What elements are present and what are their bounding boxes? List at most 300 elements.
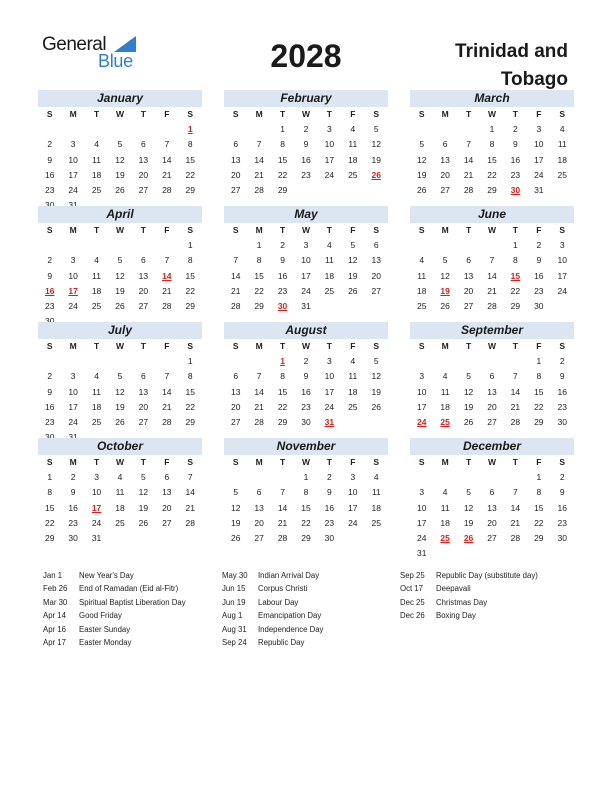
day-cell: 27: [138, 417, 149, 428]
week-row: [38, 400, 202, 415]
day-cell: 25: [324, 285, 335, 296]
day-cell: 1: [256, 240, 262, 250]
holiday-day-cell: 1: [187, 124, 193, 134]
empty-day-cell: [132, 122, 155, 137]
day-cell: 1: [187, 356, 193, 366]
week-row: [410, 354, 574, 369]
empty-day-cell: [410, 238, 433, 253]
day-cell: 3: [350, 472, 356, 482]
holiday-day-cell: 30: [510, 185, 521, 196]
weekday-label: T: [512, 457, 518, 467]
holiday-date: Aug 31: [222, 624, 247, 634]
day-cell: 27: [487, 417, 497, 428]
day-cell: 19: [416, 169, 427, 180]
weekday-label: W: [487, 225, 496, 235]
day-cell: 15: [487, 154, 497, 165]
day-cell: 24: [324, 169, 335, 180]
day-cell: 3: [559, 240, 565, 250]
day-cell: 17: [557, 270, 567, 281]
day-cell: 17: [324, 386, 335, 397]
day-cell: 29: [277, 417, 288, 428]
day-cell: 2: [327, 472, 332, 482]
day-cell: 10: [91, 487, 102, 498]
day-cell: 13: [487, 386, 497, 397]
week-row: [410, 253, 574, 268]
day-cell: 20: [440, 169, 450, 180]
week-row: [224, 122, 388, 137]
weekday-label: S: [232, 457, 239, 467]
week-row: [224, 485, 388, 500]
day-cell: 24: [301, 285, 311, 296]
weekday-label: S: [559, 457, 566, 467]
week-row: [410, 137, 574, 152]
weekday-label: T: [140, 225, 146, 235]
weekday-label: S: [559, 341, 566, 351]
weekday-label: W: [115, 457, 124, 467]
day-cell: 21: [463, 169, 474, 180]
day-cell: 28: [185, 517, 195, 528]
day-cell: 12: [463, 502, 474, 513]
day-cell: 20: [254, 517, 264, 528]
day-cell: 29: [534, 533, 544, 544]
day-cell: 7: [187, 472, 193, 482]
weekday-header-row: [38, 223, 202, 238]
month-header: May: [224, 206, 388, 223]
holiday-date: Jun 19: [222, 597, 246, 607]
day-cell: 3: [536, 124, 542, 134]
day-cell: 29: [277, 185, 288, 196]
day-cell: 14: [162, 154, 172, 165]
day-cell: 15: [534, 386, 544, 397]
empty-day-cell: [155, 238, 178, 253]
week-row: [410, 516, 574, 531]
day-cell: 28: [510, 417, 521, 428]
holiday-day-cell: 16: [44, 285, 55, 296]
holiday-day-cell: 26: [463, 533, 474, 544]
month-august: [224, 322, 388, 430]
holiday-day-cell: 19: [440, 285, 450, 296]
day-cell: 3: [94, 472, 99, 482]
page-title-year: 2028: [270, 38, 342, 74]
day-cell: 19: [230, 517, 241, 528]
day-cell: 23: [301, 169, 311, 180]
weekday-label: S: [46, 109, 53, 119]
empty-day-cell: [247, 122, 270, 137]
day-cell: 20: [463, 285, 474, 296]
weekday-label: S: [46, 225, 53, 235]
weekday-label: M: [441, 341, 449, 351]
day-cell: 30: [534, 301, 544, 312]
holiday-column: [43, 569, 186, 649]
day-cell: 13: [138, 386, 149, 397]
day-cell: 14: [510, 502, 521, 513]
week-row: [38, 137, 202, 152]
day-cell: 12: [371, 371, 381, 382]
day-cell: 28: [487, 301, 497, 312]
day-cell: 17: [534, 154, 544, 165]
empty-day-cell: [480, 546, 503, 561]
day-cell: 1: [513, 240, 518, 250]
weekday-label: T: [93, 109, 100, 119]
empty-day-cell: [61, 122, 84, 137]
weekday-header-row: [224, 223, 388, 238]
holiday-day-cell: 15: [510, 270, 521, 281]
empty-day-cell: [365, 415, 388, 430]
day-cell: 15: [44, 502, 55, 513]
week-row: [38, 153, 202, 168]
day-cell: 8: [187, 371, 193, 382]
day-cell: 18: [348, 386, 358, 397]
holiday-date: Dec 26: [400, 611, 425, 621]
day-cell: 10: [301, 255, 311, 266]
day-cell: 11: [115, 487, 125, 498]
day-cell: 11: [324, 255, 334, 266]
day-cell: 17: [416, 517, 427, 528]
day-cell: 7: [513, 487, 518, 498]
day-cell: 14: [463, 154, 474, 165]
empty-day-cell: [318, 299, 341, 314]
week-row: [410, 369, 574, 384]
day-cell: 30: [324, 533, 335, 544]
day-cell: 8: [536, 371, 542, 382]
empty-day-cell: [480, 354, 503, 369]
holiday-date: Aug 1: [222, 611, 243, 621]
weekday-label: M: [255, 109, 263, 119]
weekday-label: S: [232, 341, 239, 351]
weekday-label: T: [93, 225, 100, 235]
day-cell: 22: [277, 401, 288, 412]
day-cell: 20: [230, 401, 241, 412]
weekday-label: M: [69, 225, 77, 235]
day-cell: 10: [68, 154, 78, 165]
day-cell: 1: [489, 124, 495, 134]
day-cell: 9: [303, 139, 309, 150]
day-cell: 4: [559, 124, 565, 134]
day-cell: 31: [534, 185, 544, 196]
day-cell: 2: [280, 240, 285, 250]
day-cell: 18: [115, 502, 125, 513]
empty-day-cell: [433, 354, 456, 369]
weekday-label: T: [279, 341, 286, 351]
week-row: [38, 501, 202, 516]
day-cell: 26: [230, 533, 241, 544]
day-cell: 1: [536, 356, 542, 366]
month-september: [410, 322, 574, 430]
day-cell: 21: [487, 285, 497, 296]
day-cell: 22: [534, 517, 544, 528]
day-cell: 8: [187, 139, 193, 150]
weekday-label: W: [115, 109, 124, 119]
day-cell: 12: [115, 270, 125, 281]
day-cell: 7: [256, 139, 262, 150]
month-header: April: [38, 206, 202, 223]
weekday-label: F: [536, 341, 542, 351]
day-cell: 29: [254, 301, 264, 312]
weekday-label: T: [326, 225, 332, 235]
week-row: [38, 354, 202, 369]
day-cell: 12: [115, 386, 125, 397]
month-header: February: [224, 90, 388, 107]
day-cell: 16: [68, 502, 78, 513]
day-cell: 22: [487, 169, 497, 180]
week-row: [410, 122, 574, 137]
day-cell: 3: [327, 124, 332, 134]
day-cell: 22: [277, 169, 288, 180]
holiday-day-cell: 31: [324, 417, 335, 428]
day-cell: 16: [324, 502, 335, 513]
weekday-label: F: [536, 109, 542, 119]
day-cell: 15: [185, 154, 195, 165]
day-cell: 30: [68, 533, 78, 544]
day-cell: 9: [47, 386, 53, 397]
day-cell: 12: [463, 386, 474, 397]
empty-day-cell: [341, 183, 364, 198]
day-cell: 4: [94, 255, 99, 266]
holiday-day-cell: 1: [280, 356, 285, 366]
weekday-header-row: [38, 339, 202, 354]
day-cell: 19: [463, 517, 474, 528]
weekday-label: F: [536, 457, 542, 467]
week-row: [38, 238, 202, 253]
day-cell: 26: [138, 517, 149, 528]
day-cell: 23: [510, 169, 521, 180]
day-cell: 10: [324, 371, 335, 382]
day-cell: 18: [440, 517, 450, 528]
week-row: [410, 299, 574, 314]
weekday-label: M: [255, 457, 263, 467]
weekday-label: F: [350, 225, 356, 235]
day-cell: 14: [230, 270, 241, 281]
day-cell: 16: [557, 386, 567, 397]
day-cell: 6: [373, 240, 379, 250]
holiday-date: Jan 1: [43, 571, 63, 580]
day-cell: 2: [559, 356, 565, 366]
weekday-label: S: [373, 457, 380, 467]
month-june: [410, 206, 574, 314]
empty-day-cell: [457, 546, 480, 561]
weekday-label: S: [187, 225, 194, 235]
day-cell: 8: [187, 255, 193, 266]
day-cell: 2: [47, 371, 53, 382]
weekday-label: T: [326, 457, 332, 467]
empty-day-cell: [433, 238, 456, 253]
day-cell: 13: [138, 154, 149, 165]
weekday-label: S: [46, 457, 53, 467]
day-cell: 11: [348, 371, 358, 382]
holiday-name: Christmas Day: [436, 597, 488, 607]
empty-day-cell: [85, 122, 108, 137]
day-cell: 3: [70, 255, 76, 266]
holiday-date: Apr 16: [43, 624, 66, 634]
day-cell: 30: [557, 533, 567, 544]
weekday-label: S: [187, 341, 194, 351]
empty-day-cell: [318, 183, 341, 198]
day-cell: 21: [162, 169, 172, 180]
month-november: [224, 438, 388, 546]
week-row: [410, 385, 574, 400]
day-cell: 11: [348, 139, 358, 150]
day-cell: 19: [115, 401, 125, 412]
empty-day-cell: [433, 122, 456, 137]
day-cell: 5: [233, 487, 239, 498]
day-cell: 28: [277, 533, 288, 544]
day-cell: 23: [557, 401, 567, 412]
day-cell: 27: [371, 285, 381, 296]
day-cell: 26: [440, 301, 450, 312]
day-cell: 14: [185, 487, 195, 498]
week-row: [38, 470, 202, 485]
day-cell: 20: [487, 517, 497, 528]
empty-day-cell: [457, 238, 480, 253]
month-header: December: [410, 438, 574, 455]
empty-day-cell: [224, 470, 247, 485]
day-cell: 3: [419, 371, 425, 382]
empty-day-cell: [410, 122, 433, 137]
weekday-label: S: [46, 341, 53, 351]
day-cell: 19: [371, 154, 381, 165]
day-cell: 11: [92, 386, 101, 397]
day-cell: 4: [350, 356, 356, 366]
week-row: [224, 470, 388, 485]
day-cell: 14: [254, 154, 264, 165]
day-cell: 8: [256, 255, 262, 266]
day-cell: 11: [371, 487, 381, 498]
day-cell: 31: [301, 301, 311, 312]
month-header: August: [224, 322, 388, 339]
day-cell: 29: [185, 417, 195, 428]
empty-day-cell: [61, 354, 84, 369]
day-cell: 3: [327, 356, 332, 366]
week-row: [224, 269, 388, 284]
day-cell: 17: [348, 502, 358, 513]
day-cell: 15: [277, 386, 288, 397]
month-july: [38, 322, 202, 446]
week-row: [410, 470, 574, 485]
day-cell: 7: [513, 371, 518, 382]
day-cell: 16: [301, 154, 311, 165]
weekday-label: M: [69, 109, 77, 119]
day-cell: 22: [185, 169, 195, 180]
holiday-entry: [400, 569, 538, 582]
day-cell: 21: [254, 401, 264, 412]
week-row: [410, 546, 574, 561]
day-cell: 16: [44, 169, 55, 180]
day-cell: 19: [138, 502, 149, 513]
day-cell: 24: [91, 517, 102, 528]
weekday-header-row: [224, 455, 388, 470]
day-cell: 1: [187, 240, 193, 250]
day-cell: 28: [463, 185, 474, 196]
day-cell: 24: [557, 285, 567, 296]
empty-day-cell: [224, 122, 247, 137]
day-cell: 27: [463, 301, 474, 312]
day-cell: 27: [138, 185, 149, 196]
day-cell: 10: [534, 139, 544, 150]
holiday-column: [222, 569, 323, 649]
day-cell: 17: [301, 270, 311, 281]
day-cell: 25: [91, 417, 102, 428]
day-cell: 24: [68, 417, 78, 428]
weekday-label: M: [69, 457, 77, 467]
day-cell: 17: [68, 401, 78, 412]
empty-day-cell: [108, 354, 131, 369]
holiday-date: Apr 17: [43, 638, 66, 648]
day-cell: 28: [254, 417, 264, 428]
holiday-day-cell: 30: [277, 301, 288, 312]
day-cell: 31: [416, 548, 427, 559]
day-cell: 22: [254, 285, 264, 296]
empty-day-cell: [108, 531, 131, 546]
week-row: [224, 385, 388, 400]
day-cell: 8: [47, 487, 53, 498]
empty-day-cell: [341, 299, 364, 314]
empty-day-cell: [108, 122, 131, 137]
day-cell: 4: [442, 371, 448, 382]
day-cell: 15: [185, 270, 195, 281]
empty-day-cell: [247, 354, 270, 369]
day-cell: 11: [92, 154, 101, 165]
empty-day-cell: [504, 354, 527, 369]
day-cell: 21: [277, 517, 288, 528]
weekday-label: W: [301, 109, 310, 119]
holiday-name: Easter Monday: [79, 638, 132, 648]
day-cell: 6: [164, 472, 170, 482]
day-cell: 15: [301, 502, 311, 513]
day-cell: 6: [442, 139, 448, 150]
empty-day-cell: [155, 354, 178, 369]
day-cell: 13: [463, 270, 474, 281]
empty-day-cell: [132, 354, 155, 369]
day-cell: 3: [70, 139, 76, 150]
month-header: January: [38, 90, 202, 107]
day-cell: 24: [324, 401, 335, 412]
day-cell: 9: [559, 487, 565, 498]
holiday-name: Corpus Christi: [258, 584, 308, 594]
day-cell: 2: [559, 472, 565, 482]
week-row: [410, 284, 574, 299]
holiday-day-cell: 25: [440, 533, 450, 544]
month-october: [38, 438, 202, 546]
holiday-date: Mar 30: [43, 597, 68, 607]
holiday-entry: [222, 623, 323, 636]
day-cell: 20: [487, 401, 497, 412]
empty-day-cell: [457, 354, 480, 369]
holiday-entry: [400, 582, 538, 595]
weekday-label: W: [115, 341, 124, 351]
holiday-entry: [222, 582, 323, 595]
day-cell: 5: [141, 472, 146, 482]
day-cell: 11: [557, 139, 567, 150]
week-row: [224, 238, 388, 253]
weekday-label: W: [487, 109, 496, 119]
empty-day-cell: [504, 470, 527, 485]
holiday-entry: [400, 596, 538, 609]
empty-day-cell: [457, 470, 480, 485]
day-cell: 30: [301, 417, 311, 428]
empty-day-cell: [85, 238, 108, 253]
day-cell: 21: [510, 517, 521, 528]
day-cell: 9: [47, 270, 53, 281]
day-cell: 9: [559, 371, 565, 382]
weekday-label: F: [164, 225, 170, 235]
day-cell: 24: [68, 301, 78, 312]
day-cell: 13: [371, 255, 381, 266]
holiday-entry: [43, 636, 186, 649]
day-cell: 25: [348, 169, 358, 180]
day-cell: 24: [416, 533, 427, 544]
holiday-day-cell: 24: [416, 417, 427, 428]
weekday-label: T: [465, 225, 472, 235]
